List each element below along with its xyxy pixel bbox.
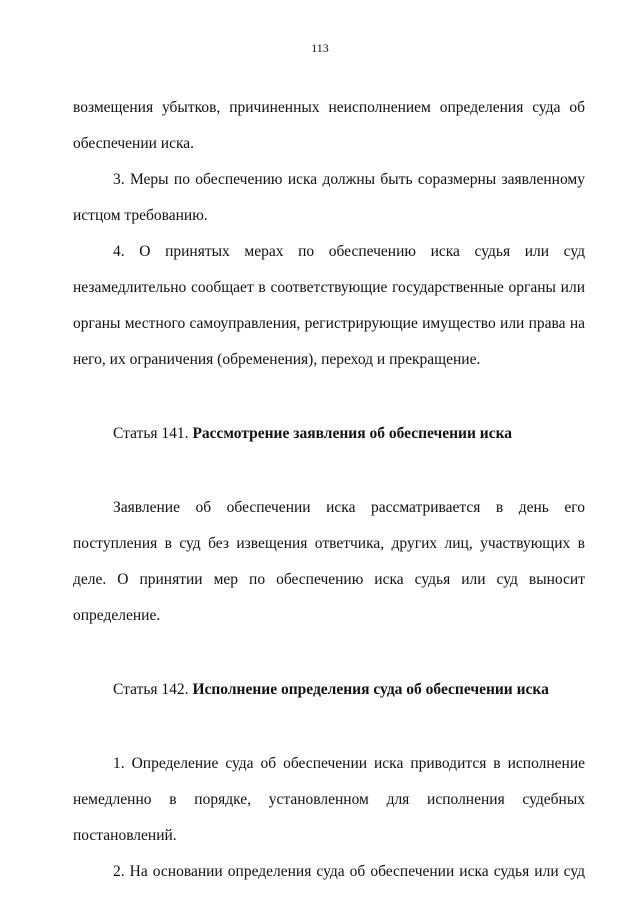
spacer — [73, 708, 585, 746]
spacer — [73, 452, 585, 490]
paragraph-item-4-rest: незамедлительно сообщает в соответствующие государственные органы или органы местного самоуправления, регистрирующие имущество или права на него, их ограничения (обременения), переход и прекращение. — [73, 279, 585, 368]
article-142-number: Статья 142. — [113, 681, 193, 698]
document-body — [73, 90, 585, 890]
article-141-number: Статья 141. — [113, 425, 193, 442]
article-141-heading — [73, 416, 585, 452]
article-142-item-1-line-3: постановлений. — [73, 827, 177, 844]
article-141-title: Рассмотрение заявления об обеспечении иска — [192, 425, 513, 442]
article-142-title: Исполнение определения суда об обеспечении иска — [192, 681, 549, 698]
paragraph-item-3: 3. Меры по обеспечению иска должны быть соразмерны заявленному истцом требованию. — [73, 171, 585, 224]
paragraph-item-4-first-line: 4. О принятых мерах по обеспечению иска судья или суд — [113, 243, 585, 260]
page-number: 113 — [311, 41, 329, 55]
article-142-item-2: 2. На основании определения суда об обеспечении иска судья или суд — [113, 863, 585, 880]
article-141-text: Заявление об обеспечении иска рассматривается в день его поступления в суд без извещения ответчика, других лиц, участвующих в деле. О принятии мер по обеспечению иска судья или суд выносит определение. — [73, 499, 585, 624]
article-142-item-1-line-2: немедленно в порядке, установленном для исполнения судебных — [73, 791, 585, 808]
spacer — [73, 378, 585, 416]
paragraph-continuation: возмещения убытков, причиненных неисполнением определения суда об обеспечении иска. — [73, 99, 585, 152]
article-142-item-1-line-1: 1. Определение суда об обеспечении иска приводится в исполнение — [113, 755, 585, 772]
article-142-heading — [73, 672, 585, 708]
spacer — [73, 634, 585, 672]
